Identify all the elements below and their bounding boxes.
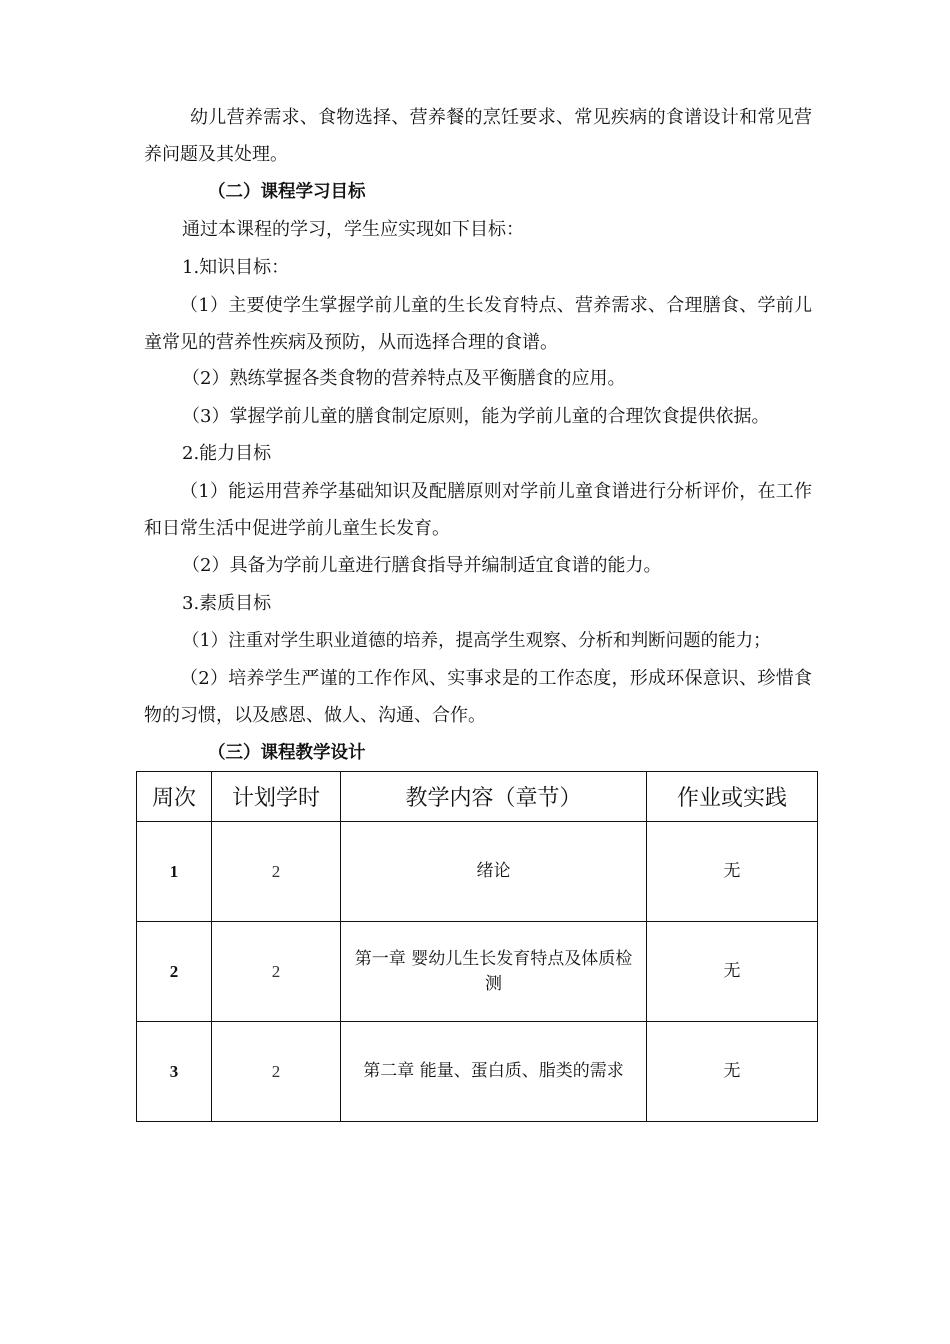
- cell-content: 第二章 能量、蛋白质、脂类的需求: [341, 1022, 647, 1122]
- cell-hours: 2: [212, 822, 341, 922]
- cell-hours: 2: [212, 1022, 341, 1122]
- cell-week: 2: [137, 922, 212, 1022]
- course-schedule-table: [136, 771, 818, 1122]
- cell-content: 绪论: [341, 822, 647, 922]
- intro-paragraph: 幼儿营养需求、食物选择、营养餐的烹饪要求、常见疾病的食谱设计和常见营养问题及其处理。: [144, 107, 812, 165]
- cell-week: 1: [137, 822, 212, 922]
- table-row: [137, 922, 818, 1022]
- section-heading-teaching-design: （三）课程教学设计: [208, 743, 366, 763]
- cell-homework: 无: [647, 922, 818, 1022]
- table-row: [137, 822, 818, 922]
- cell-content: 第一章 婴幼儿生长发育特点及体质检测: [341, 922, 647, 1022]
- ability-goals-title: 2.能力目标: [182, 443, 272, 464]
- quality-goal-2: （2）培养学生严谨的工作作风、实事求是的工作态度，形成环保意识、珍惜食物的习惯，以及感恩、做人、沟通、合作。: [144, 668, 812, 726]
- quality-goals-title: 3.素质目标: [182, 593, 272, 614]
- knowledge-goal-3: （3）掌握学前儿童的膳食制定原则，能为学前儿童的合理饮食提供依据。: [182, 406, 770, 427]
- table-row: [137, 1022, 818, 1122]
- ability-goal-1: （1）能运用营养学基础知识及配膳原则对学前儿童食谱进行分析评价，在工作和日常生活中促进学前儿童生长发育。: [144, 481, 812, 539]
- table-header-row: [137, 772, 818, 822]
- cell-week: 3: [137, 1022, 212, 1122]
- header-teaching-content: 教学内容（章节）: [341, 772, 647, 822]
- header-week: 周次: [137, 772, 212, 822]
- cell-homework: 无: [647, 822, 818, 922]
- cell-homework: 无: [647, 1022, 818, 1122]
- cell-hours: 2: [212, 922, 341, 1022]
- header-homework-practice: 作业或实践: [647, 772, 818, 822]
- section-heading-learning-goals: （二）课程学习目标: [208, 182, 366, 202]
- quality-goal-1: （1）注重对学生职业道德的培养，提高学生观察、分析和判断问题的能力；: [182, 631, 771, 651]
- knowledge-goals-title: 1.知识目标：: [182, 257, 290, 278]
- ability-goal-2: （2）具备为学前儿童进行膳食指导并编制适宜食谱的能力。: [182, 555, 662, 576]
- knowledge-goal-1: （1）主要使学生掌握学前儿童的生长发育特点、营养需求、合理膳食、学前儿童常见的营养性疾病及预防，从而选择合理的食谱。: [144, 295, 812, 353]
- knowledge-goal-2: （2）熟练掌握各类食物的营养特点及平衡膳食的应用。: [182, 368, 626, 389]
- header-planned-hours: 计划学时: [212, 772, 341, 822]
- goals-intro-text: 通过本课程的学习，学生应实现如下目标：: [182, 219, 524, 240]
